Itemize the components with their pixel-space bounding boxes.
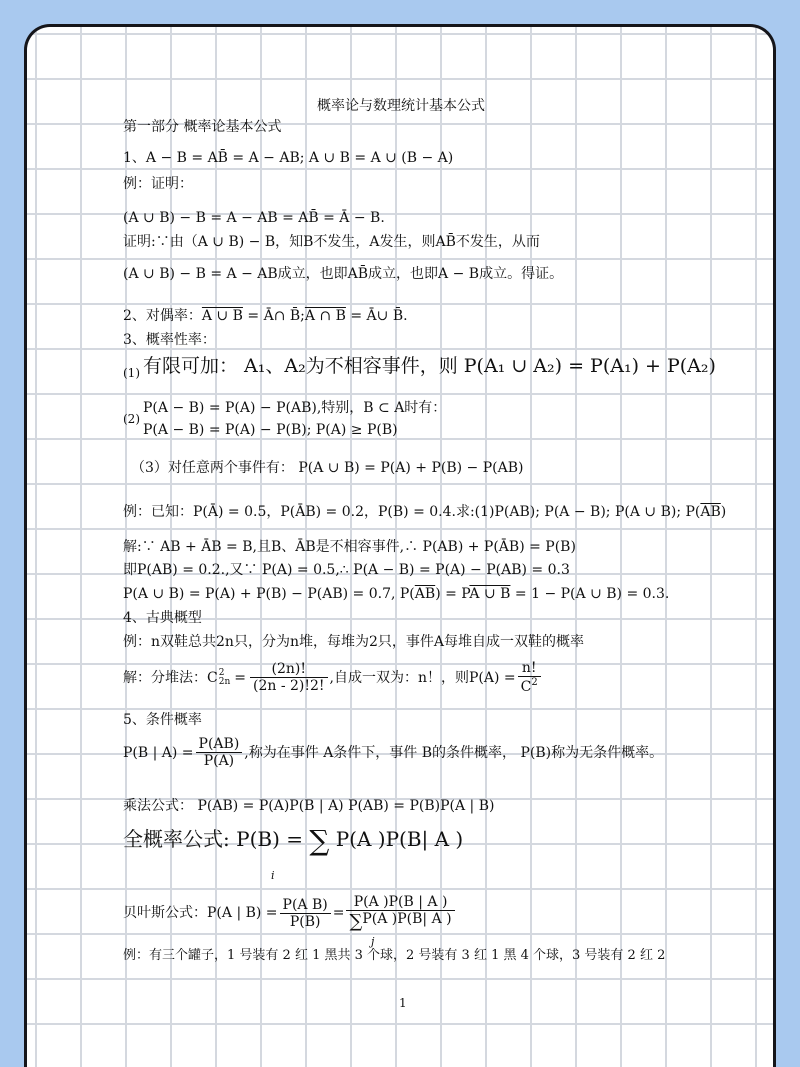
- total-probability: [123, 824, 464, 857]
- solution-line-3: [123, 587, 669, 601]
- rule-2-number: (2): [123, 412, 140, 426]
- conditional-rhs: ,称为在事件 A条件下，事件 B的条件概率， P(B)称为无条件概率。: [244, 744, 664, 761]
- total-rhs: P(A )P(B| A ): [335, 827, 464, 851]
- bayes-fraction-1: [280, 898, 331, 929]
- bayes-label: 贝叶斯公式：P(A | B) =: [123, 905, 278, 921]
- example-2: [123, 505, 726, 519]
- multiplication-formula: 乘法公式： P(AB) = P(A)P(B | A) P(AB) = P(B)P(A | B): [123, 798, 495, 814]
- rule-2-line-b: P(A − B) = P(A) − P(B); P(A) ≥ P(B): [143, 422, 398, 438]
- combination-index: [219, 669, 231, 687]
- solution-4-rest: ,自成一双为：n！，则P(A) =: [329, 669, 516, 686]
- proof-line-2: 证明:∵由（A ∪ B) − B，知B不发生，A发生，则AB̄不发生，从而: [123, 234, 540, 250]
- bayes-fraction-2: [346, 895, 454, 931]
- fraction-probability-den: $C^2$: [520, 677, 538, 695]
- proof-line-1: (A ∪ B) − B = A − AB = AB̄ = Ā − B.: [123, 210, 385, 226]
- solution-4: 解：分堆法：C 2 2n = $\frac{(2n)!}{(2n - 2)!2!}$ ,自成一双为：n！，则P(A) = $\frac{n!}{C^2}$: [123, 661, 543, 694]
- bayes-formula: [123, 895, 457, 931]
- bayes-den-1: P(B): [289, 913, 321, 930]
- conditional-lhs: P(B | A) =: [123, 744, 194, 761]
- example-2-text: 例：已知：P(Ā) = 0.5，P(ĀB) = 0.2，P(B) = 0.4.求:(1)P(AB); P(A − B); P(A ∪ B); P(: [123, 504, 701, 520]
- fraction-pairings-num: (2n)!: [250, 662, 328, 678]
- page-number: 1: [399, 996, 407, 1010]
- formula-sheet: [27, 27, 773, 1067]
- fraction-probability: [518, 661, 541, 694]
- combination-sub: 2n: [218, 676, 231, 687]
- conditional-den: P(A): [203, 753, 235, 769]
- combination-sup: 2: [218, 667, 225, 678]
- total-sum-index: i: [271, 869, 275, 882]
- bayes-sum-index: j: [371, 935, 375, 948]
- duality-label: 2、对偶率：: [123, 308, 202, 324]
- proof-line-3: (A ∪ B) − B = A − AB成立，也即AB̄成立，也即A − B成立。得证。: [123, 266, 564, 282]
- example-1-label: 例：证明：: [123, 176, 193, 192]
- solution-3-c: ) = P: [435, 586, 470, 602]
- section-4-heading: 4、古典概型: [123, 610, 202, 626]
- example-4: 例：有三个罐子，1 号装有 2 红 1 黑共 3 个球，2 号装有 3 红 1 黑 4 个球，3 号装有 2 红 2: [123, 948, 666, 963]
- section-1-formula: 1、A − B = AB̄ = A − AB; A ∪ B = A ∪ (B − A): [123, 150, 454, 166]
- solution-3-a: P(A ∪ B) = P(A) + P(B) − P(AB) = 0.7, P(: [123, 586, 415, 602]
- solution-3-bar-union: A ∪ B: [469, 586, 511, 602]
- fraction-probability-num: n!: [518, 661, 541, 677]
- conditional-probability: [123, 737, 663, 768]
- rule-3-union: （3）对任意两个事件有： P(A ∪ B) = P(A) + P(B) − P(AB): [131, 460, 524, 476]
- bayes-num-2: P(A )P(B | A ): [346, 895, 454, 911]
- total-lhs: P(B) =: [236, 827, 303, 851]
- bayes-den-2: ∑P(A )P(B| A ): [349, 911, 452, 932]
- part-heading: 第一部分 概率论基本公式: [123, 119, 282, 135]
- sum-icon: ∑: [309, 824, 330, 857]
- conditional-num: P(AB): [196, 737, 243, 753]
- section-2-duality: [123, 309, 408, 323]
- duality-union-bar: A ∪ B: [201, 308, 243, 324]
- fraction-pairings: [250, 662, 328, 693]
- example-2-close: ): [720, 504, 727, 520]
- rule-1-number: (1): [123, 366, 140, 380]
- section-3-heading: 3、概率性率：: [123, 332, 216, 348]
- example-3: 例：n双鞋总共2n只，分为n堆，每堆为2只，事件A每堆自成一双鞋的概率: [123, 634, 584, 650]
- solution-line-2: 即P(AB) = 0.2.,又∵ P(A) = 0.5,∴ P(A − B) = P(A) − P(AB) = 0.3: [123, 562, 570, 578]
- notebook-page: [24, 24, 776, 1067]
- conditional-fraction: [196, 737, 243, 768]
- total-label: 全概率公式:: [123, 827, 230, 851]
- rule-1-additivity: 有限可加： A₁、A₂为不相容事件，则 P(A₁ ∪ A₂) = P(A₁) + P(A₂): [143, 355, 716, 377]
- rule-2-line-a: P(A − B) = P(A) − P(AB),特别，B ⊂ A时有：: [143, 400, 447, 416]
- solution-line-1: 解:∵ AB + ĀB = B,且B、ĀB是不相容事件,∴ P(AB) + P(ĀB) = P(B): [123, 539, 576, 555]
- duality-part-d: = Ā∪ B̄.: [345, 308, 408, 324]
- solution-4-label: 解：分堆法：C: [123, 669, 218, 686]
- section-5-heading: 5、条件概率: [123, 712, 202, 728]
- duality-intersect-bar: A ∩ B: [304, 308, 346, 324]
- duality-part-b: = Ā∩ B̄;: [242, 308, 305, 324]
- bayes-equals: =: [332, 905, 345, 921]
- sum-icon-small: ∑: [349, 911, 363, 932]
- doc-title: 概率论与数理统计基本公式: [317, 98, 485, 114]
- fraction-pairings-den: (2n - 2)!2!: [252, 678, 325, 694]
- example-2-bar: $\overline{AB}$: [700, 504, 721, 520]
- solution-3-bar-ab: $\overline{AB}$: [414, 586, 436, 602]
- bayes-num-1: P(A B): [280, 898, 331, 914]
- solution-3-e: = 1 − P(A ∪ B) = 0.3.: [510, 586, 670, 602]
